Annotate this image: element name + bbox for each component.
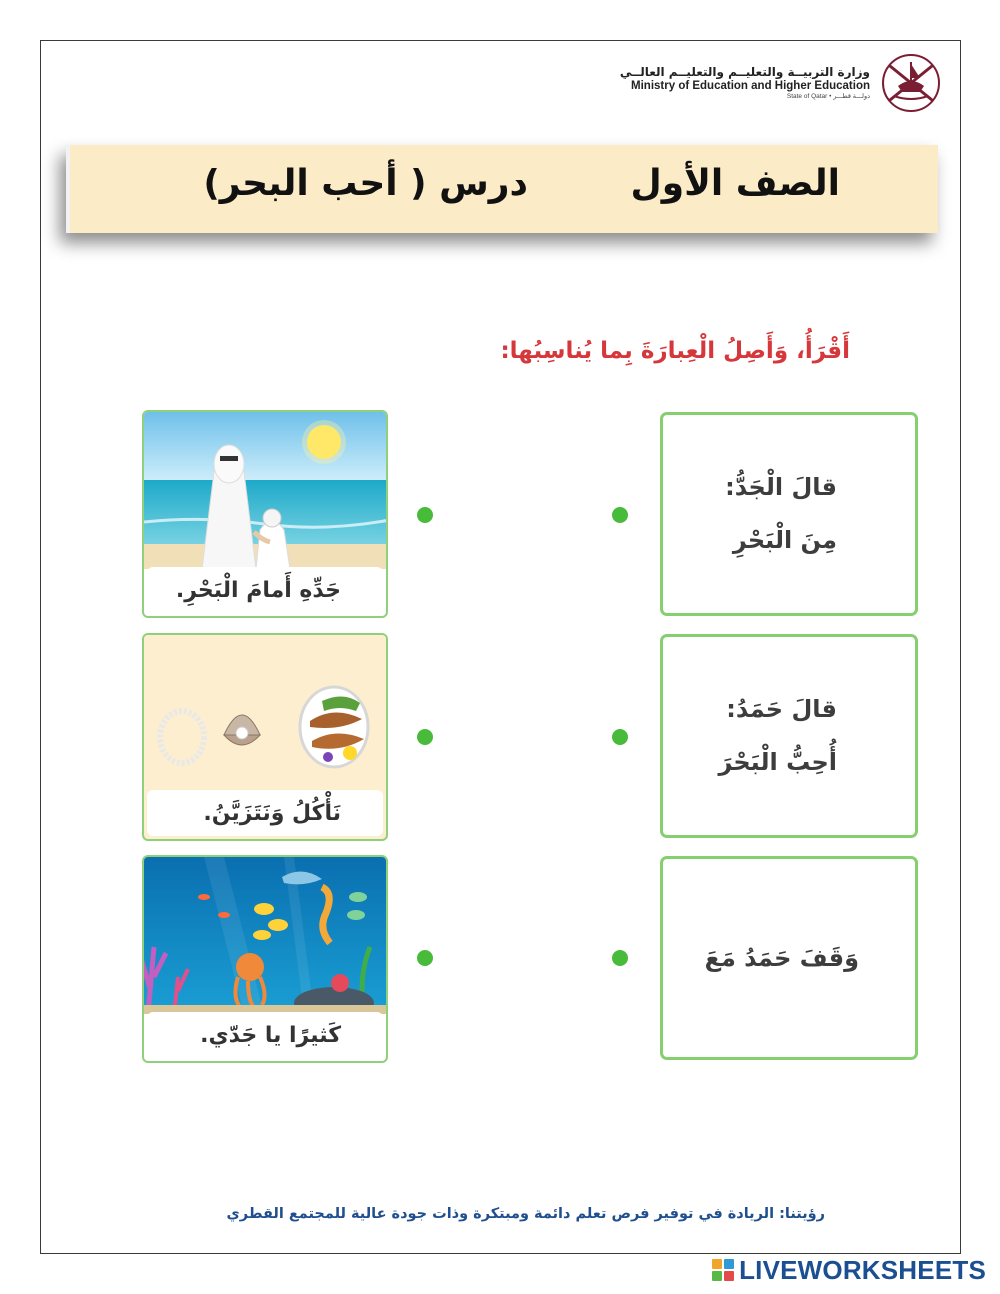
- qatar-emblem-icon: [880, 52, 942, 114]
- underwater-image: [144, 857, 386, 1014]
- lesson-title: درس ( أحب البحر): [203, 163, 528, 204]
- ministry-text: [620, 66, 870, 100]
- match-dot-left-1[interactable]: [417, 507, 433, 523]
- phrase-line: أُحِبُّ الْبَحْرَ: [718, 748, 837, 776]
- liveworksheets-logo: [711, 1256, 986, 1284]
- picture-card-3: [142, 855, 388, 1063]
- ministry-name-arabic: وزارة التربيــة والتعليــم والتعليــم العالــي: [619, 65, 870, 79]
- grade-title: الصف الأول: [630, 163, 840, 204]
- match-dot-right-2[interactable]: [612, 729, 628, 745]
- picture-caption: كَثيرًا يا جَدّي.: [147, 1012, 383, 1058]
- phrase-card-2: [660, 634, 918, 838]
- match-dot-left-3[interactable]: [417, 950, 433, 966]
- grandfather-sea-image: [144, 412, 386, 569]
- ministry-header: [602, 52, 942, 114]
- match-dot-right-3[interactable]: [612, 950, 628, 966]
- match-dot-left-2[interactable]: [417, 729, 433, 745]
- instruction-text: أَقْرَأُ، وَأَصِلُ الْعِبارَةَ بِما يُناسِبُها:: [500, 338, 850, 364]
- phrase-line: وَقَفَ حَمَدُ مَعَ: [704, 943, 859, 972]
- phrase-line: قالَ الْجَدُّ:: [725, 473, 837, 502]
- liveworksheets-logo-icon: [711, 1258, 735, 1282]
- phrase-line: مِنَ الْبَحْرِ: [732, 526, 837, 554]
- picture-card-1: [142, 410, 388, 618]
- title-banner: [66, 145, 938, 233]
- phrase-card-1: [660, 412, 918, 616]
- phrase-card-3: [660, 856, 918, 1060]
- phrase-line: قالَ حَمَدُ:: [726, 695, 837, 724]
- liveworksheets-wordmark: LIVEWORKSHEETS: [739, 1254, 986, 1285]
- match-dot-right-1[interactable]: [612, 507, 628, 523]
- picture-caption: جَدِّهِ أَمامَ الْبَحْرِ.: [147, 567, 383, 613]
- title-text: [70, 145, 938, 233]
- picture-caption: نَأْكُلُ وَنَتَزَيَّنُ.: [147, 790, 383, 836]
- picture-card-2: [142, 633, 388, 841]
- ministry-name-english: Ministry of Education and Higher Education: [631, 79, 870, 92]
- state-label: State of Qatar • دولـــة قطـــر: [786, 93, 870, 101]
- fish-pearl-image: [144, 635, 386, 792]
- vision-statement: رؤيتنا: الريادة في توفير فرص تعلم دائمة ومبتكرة وذات جودة عالية للمجتمع القطري: [226, 1206, 825, 1222]
